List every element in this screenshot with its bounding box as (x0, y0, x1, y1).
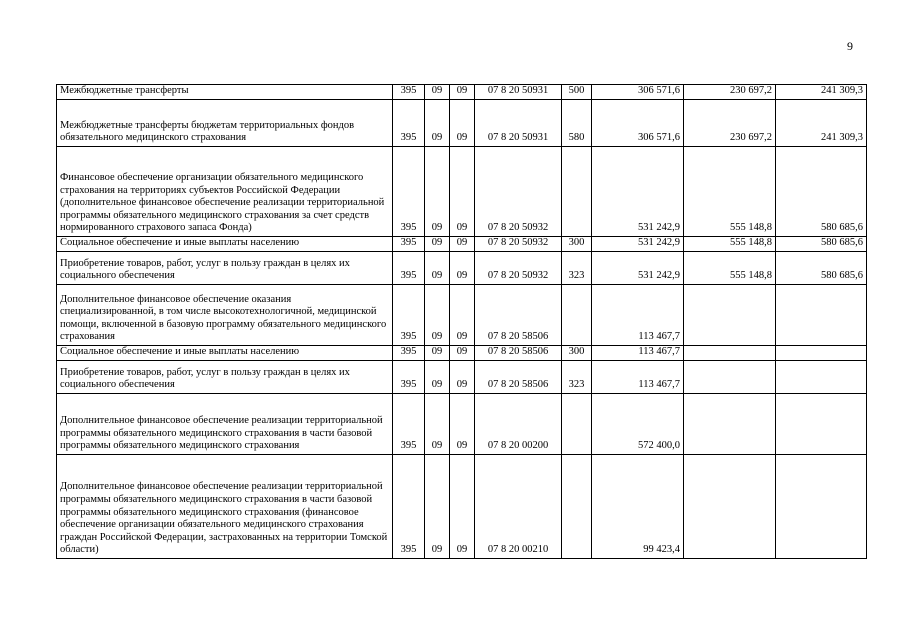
cell-expense-type: 300 (562, 346, 592, 361)
cell-admin-code: 395 (393, 346, 425, 361)
table-row (57, 285, 867, 346)
row-name: Приобретение товаров, работ, услуг в пользу граждан в целях их социального обеспечения (57, 361, 393, 394)
cell-value-2: 555 148,8 (684, 252, 776, 285)
table-row (57, 346, 867, 361)
cell-value-3: 241 309,3 (776, 85, 867, 100)
cell-expense-type (562, 147, 592, 237)
table-row (57, 85, 867, 100)
cell-subsection: 09 (450, 285, 475, 346)
cell-target-code: 07 8 20 50931 (475, 100, 562, 147)
cell-admin-code: 395 (393, 394, 425, 455)
row-name: Социальное обеспечение и иные выплаты населению (57, 346, 393, 361)
cell-subsection: 09 (450, 100, 475, 147)
cell-subsection: 09 (450, 237, 475, 252)
cell-value-2 (684, 394, 776, 455)
cell-admin-code: 395 (393, 285, 425, 346)
cell-subsection: 09 (450, 455, 475, 559)
cell-subsection: 09 (450, 346, 475, 361)
cell-value-2: 555 148,8 (684, 147, 776, 237)
cell-value-3 (776, 455, 867, 559)
cell-value-2: 555 148,8 (684, 237, 776, 252)
cell-value-3: 580 685,6 (776, 252, 867, 285)
table-row (57, 237, 867, 252)
page-number: 9 (847, 39, 853, 53)
cell-value-3: 241 309,3 (776, 100, 867, 147)
cell-value-1: 531 242,9 (592, 252, 684, 285)
cell-admin-code: 395 (393, 252, 425, 285)
cell-admin-code: 395 (393, 455, 425, 559)
cell-value-1: 306 571,6 (592, 100, 684, 147)
cell-target-code: 07 8 20 50932 (475, 237, 562, 252)
cell-value-1: 113 467,7 (592, 285, 684, 346)
cell-section: 09 (425, 394, 450, 455)
cell-section: 09 (425, 252, 450, 285)
row-name: Приобретение товаров, работ, услуг в пользу граждан в целях их социального обеспечения (57, 252, 393, 285)
row-name: Дополнительное финансовое обеспечение реализации территориальной программы обязательного медицинского страхования в части базовой программы обязательного медицинского страхования (финансовое обеспечение организации обязательного медицинского страхования граждан Российской Федерации, застрахованных на территории Томской области) (57, 455, 393, 559)
cell-target-code: 07 8 20 00210 (475, 455, 562, 559)
cell-subsection: 09 (450, 361, 475, 394)
cell-value-1: 99 423,4 (592, 455, 684, 559)
cell-value-3 (776, 346, 867, 361)
cell-value-2 (684, 361, 776, 394)
table-row (57, 147, 867, 237)
cell-target-code: 07 8 20 50932 (475, 147, 562, 237)
cell-admin-code: 395 (393, 147, 425, 237)
cell-value-2 (684, 285, 776, 346)
cell-target-code: 07 8 20 58506 (475, 346, 562, 361)
cell-subsection: 09 (450, 394, 475, 455)
cell-value-1: 113 467,7 (592, 346, 684, 361)
table-row (57, 361, 867, 394)
cell-section: 09 (425, 346, 450, 361)
cell-value-3: 580 685,6 (776, 147, 867, 237)
cell-value-3 (776, 361, 867, 394)
cell-expense-type: 300 (562, 237, 592, 252)
cell-expense-type: 323 (562, 361, 592, 394)
cell-value-3: 580 685,6 (776, 237, 867, 252)
cell-expense-type (562, 455, 592, 559)
cell-value-1: 113 467,7 (592, 361, 684, 394)
cell-value-2: 230 697,2 (684, 100, 776, 147)
cell-value-1: 306 571,6 (592, 85, 684, 100)
table-row (57, 252, 867, 285)
row-name: Межбюджетные трансферты (57, 85, 393, 100)
cell-expense-type (562, 394, 592, 455)
cell-section: 09 (425, 85, 450, 100)
cell-section: 09 (425, 100, 450, 147)
cell-admin-code: 395 (393, 361, 425, 394)
cell-expense-type: 500 (562, 85, 592, 100)
cell-value-2 (684, 455, 776, 559)
row-name: Межбюджетные трансферты бюджетам территориальных фондов обязательного медицинского страхования (57, 100, 393, 147)
cell-section: 09 (425, 285, 450, 346)
cell-value-2 (684, 346, 776, 361)
cell-value-2: 230 697,2 (684, 85, 776, 100)
row-name: Финансовое обеспечение организации обязательного медицинского страхования на территориях субъектов Российской Федерации (дополнительное финансовое обеспечение реализации территориальной программы обязательного медицинского страхования за счет средств нормированного страхового запаса Фонда) (57, 147, 393, 237)
cell-target-code: 07 8 20 50932 (475, 252, 562, 285)
cell-subsection: 09 (450, 252, 475, 285)
cell-value-1: 531 242,9 (592, 237, 684, 252)
cell-subsection: 09 (450, 147, 475, 237)
cell-value-3 (776, 285, 867, 346)
cell-expense-type (562, 285, 592, 346)
cell-value-1: 572 400,0 (592, 394, 684, 455)
row-name: Социальное обеспечение и иные выплаты населению (57, 237, 393, 252)
budget-table (56, 84, 867, 559)
table-row (57, 455, 867, 559)
table-row (57, 394, 867, 455)
cell-target-code: 07 8 20 58506 (475, 361, 562, 394)
cell-target-code: 07 8 20 58506 (475, 285, 562, 346)
cell-admin-code: 395 (393, 85, 425, 100)
cell-value-3 (776, 394, 867, 455)
cell-value-1: 531 242,9 (592, 147, 684, 237)
cell-section: 09 (425, 455, 450, 559)
cell-section: 09 (425, 147, 450, 237)
cell-target-code: 07 8 20 50931 (475, 85, 562, 100)
cell-admin-code: 395 (393, 100, 425, 147)
cell-target-code: 07 8 20 00200 (475, 394, 562, 455)
row-name: Дополнительное финансовое обеспечение оказания специализированной, в том числе высокотехнологичной, медицинской помощи, включенной в базовую программу обязательного медицинского страхования (57, 285, 393, 346)
cell-section: 09 (425, 361, 450, 394)
cell-expense-type: 323 (562, 252, 592, 285)
row-name: Дополнительное финансовое обеспечение реализации территориальной программы обязательного медицинского страхования в части базовой программы обязательного медицинского страхования (57, 394, 393, 455)
cell-section: 09 (425, 237, 450, 252)
cell-admin-code: 395 (393, 237, 425, 252)
table-row (57, 100, 867, 147)
cell-expense-type: 580 (562, 100, 592, 147)
cell-subsection: 09 (450, 85, 475, 100)
